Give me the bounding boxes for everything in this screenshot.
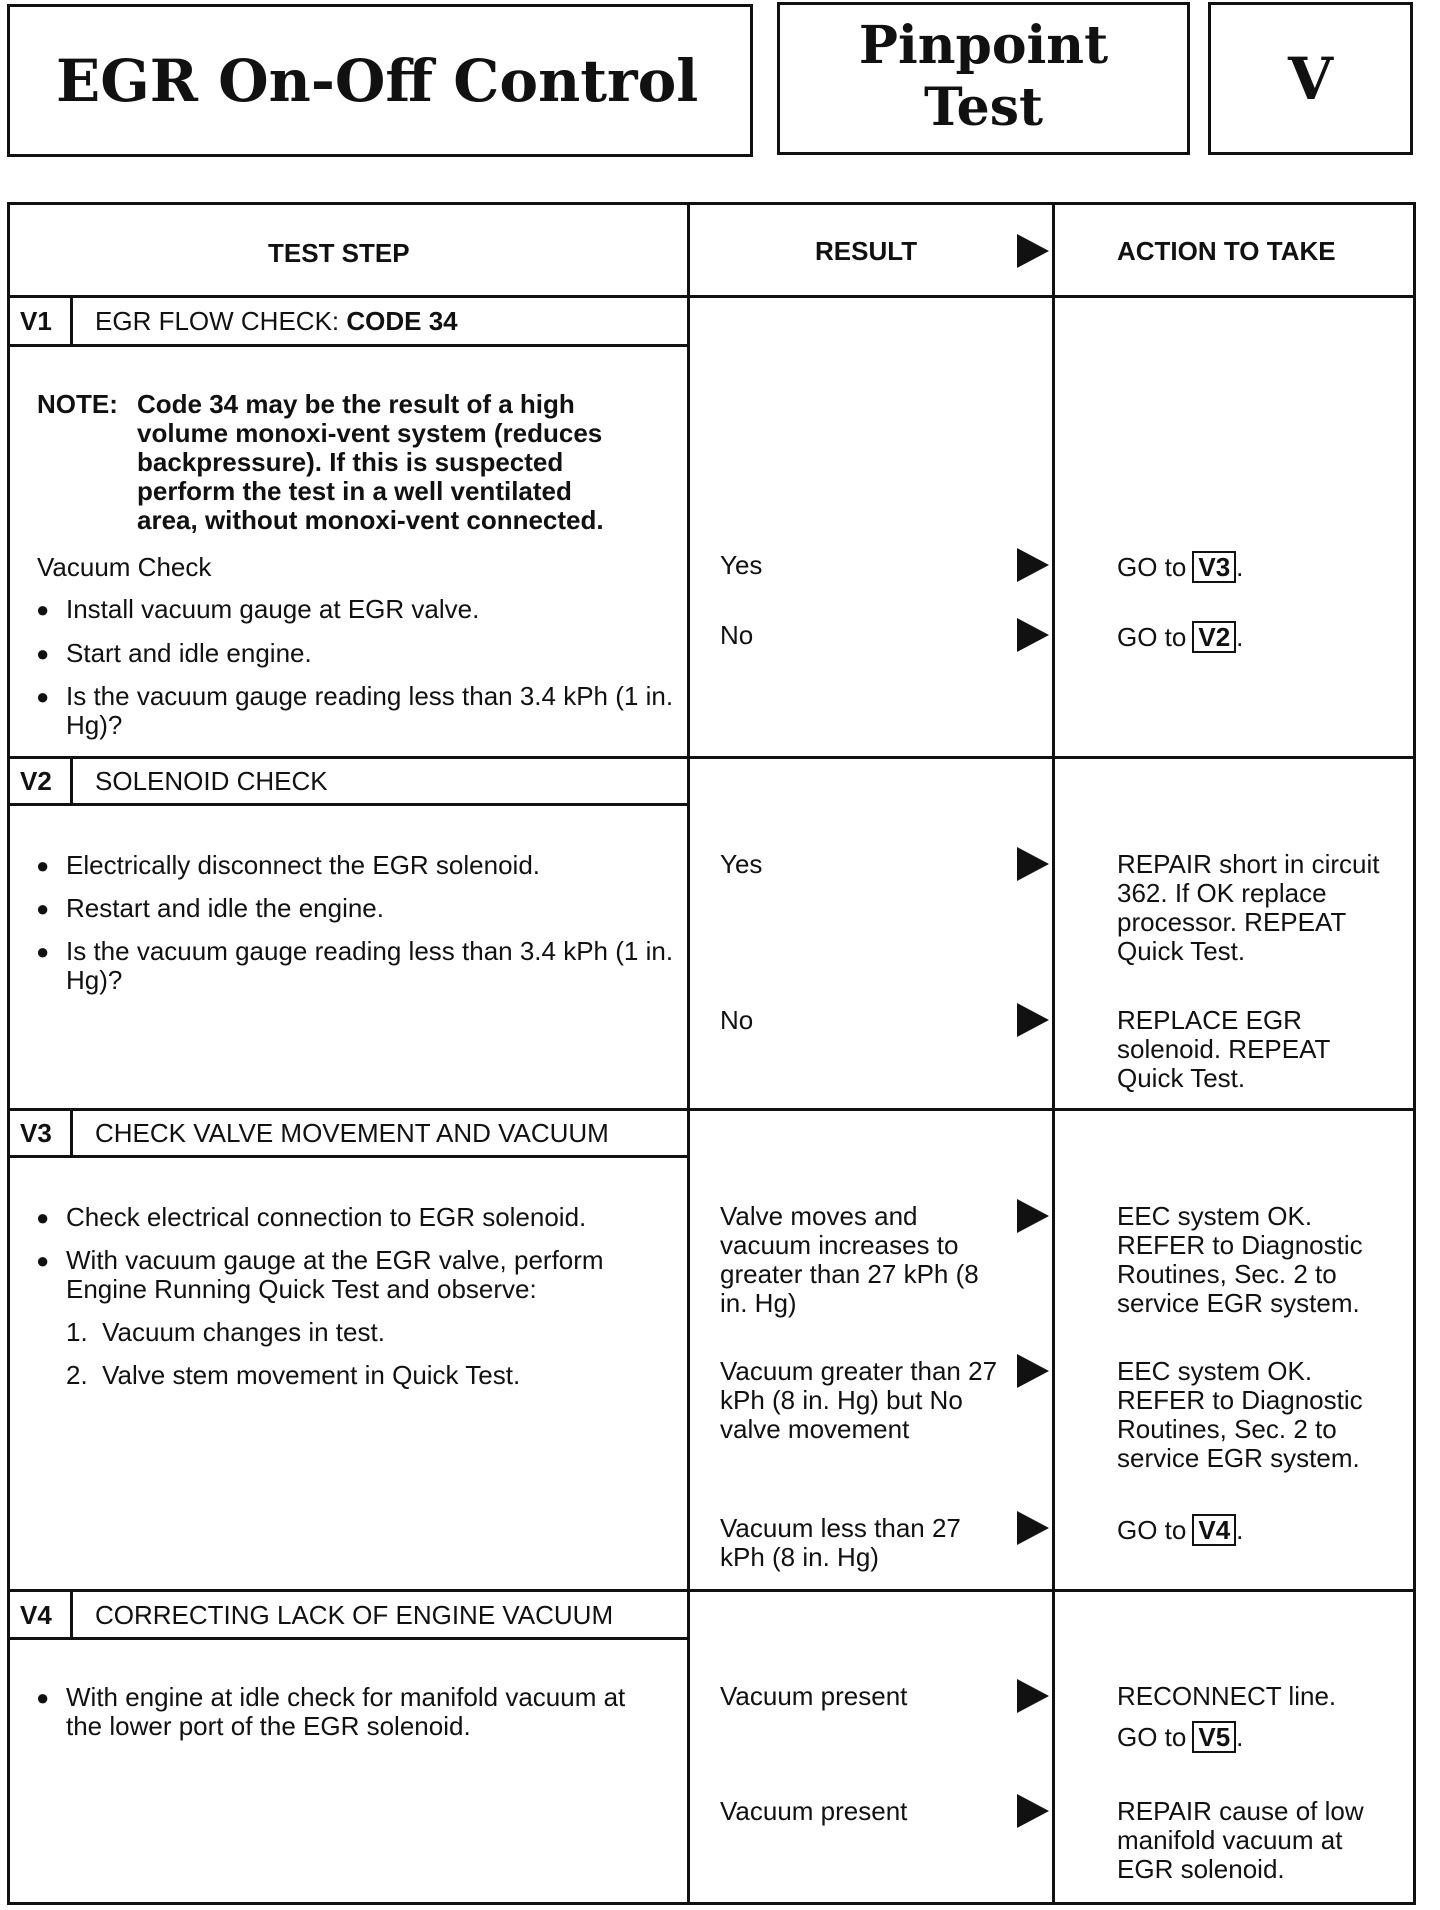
step-title-v1-text: EGR FLOW CHECK: — [95, 306, 347, 336]
v1-ref-v3: V3 — [1192, 551, 1236, 583]
v2-result-yes: Yes — [720, 849, 763, 879]
v1-note-line: volume monoxi-vent system (reduces — [137, 418, 603, 448]
v1-title-underline — [7, 344, 687, 347]
v3-bullet: ● Check electrical connection to EGR solenoid. — [66, 1203, 676, 1232]
v2-no-arrow-icon — [1017, 1003, 1049, 1037]
v4-action-1: RECONNECT line. — [1117, 1681, 1337, 1711]
v2-yes-arrow-icon — [1017, 847, 1049, 881]
step-id-v4: V4 — [20, 1600, 52, 1630]
v2-action-yes: REPAIR short in circuit 362. If OK replace processor. REPEAT Quick Test. — [1117, 849, 1380, 966]
v3-action-3-period: . — [1236, 1515, 1244, 1545]
test-letter: V — [1287, 45, 1333, 113]
v4-ref-v5: V5 — [1192, 1721, 1236, 1753]
v4-result-2: Vacuum present — [720, 1796, 908, 1826]
v1-result-yes: Yes — [720, 550, 763, 580]
v1-note-text — [137, 390, 604, 535]
v1-note-line: perform the test in a well ventilated — [137, 476, 572, 506]
v3-numbered-item: 2. Valve stem movement in Quick Test. — [66, 1360, 521, 1390]
v3-result-3-arrow-icon — [1017, 1511, 1049, 1545]
v1-ref-v2: V2 — [1192, 621, 1236, 653]
v1-row-divider — [7, 756, 1416, 759]
v1-note-label: NOTE: — [37, 389, 118, 419]
v1-yes-arrow-icon — [1017, 548, 1049, 582]
v1-id-divider — [70, 295, 73, 344]
v3-result-2-arrow-icon — [1017, 1354, 1049, 1388]
v3-action-3 — [1117, 1514, 1243, 1546]
page-title: EGR On-Off Control — [56, 47, 699, 115]
col-header-test-step: TEST STEP — [268, 238, 410, 268]
col-divider-2 — [1052, 202, 1055, 1905]
v1-bullet: ● Start and idle engine. — [66, 639, 666, 668]
step-title-v1-code: CODE 34 — [346, 306, 458, 336]
step-id-v2: V2 — [20, 766, 52, 796]
v4-action-1-goto — [1117, 1721, 1243, 1753]
v3-result-3: Vacuum less than 27 kPh (8 in. Hg) — [720, 1513, 961, 1572]
v1-result-no: No — [720, 620, 754, 650]
v3-bullet: ● With vacuum gauge at the EGR valve, perform Engine Running Quick Test and observe: — [66, 1246, 666, 1304]
col-header-action: ACTION TO TAKE — [1117, 236, 1336, 266]
v2-result-no: No — [720, 1005, 754, 1035]
v2-title-underline — [7, 803, 687, 806]
v1-subheading: Vacuum Check — [37, 552, 212, 582]
v3-result-2: Vacuum greater than 27 kPh (8 in. Hg) but No valve movement — [720, 1356, 998, 1444]
step-title-v4: CORRECTING LACK OF ENGINE VACUUM — [95, 1600, 614, 1630]
v4-action-1-period: . — [1236, 1722, 1244, 1752]
v1-action-no-period: . — [1236, 622, 1244, 652]
doc-type-line1: Pinpoint — [858, 15, 1109, 76]
v3-result-1: Valve moves and vacuum increases to greater than 27 kPh (8 in. Hg) — [720, 1201, 979, 1318]
v1-note-line: Code 34 may be the result of a high — [137, 389, 575, 419]
v4-result-1: Vacuum present — [720, 1681, 908, 1711]
v4-id-divider — [70, 1589, 73, 1637]
v1-bullet: ● Is the vacuum gauge reading less than 3.4 kPh (1 in. Hg)? — [66, 682, 676, 740]
v1-action-yes — [1117, 551, 1243, 583]
v1-bullet: ● Install vacuum gauge at EGR valve. — [66, 595, 666, 624]
v3-action-3-text: GO to — [1117, 1515, 1187, 1545]
v1-action-no-text: GO to — [1117, 622, 1187, 652]
v4-title-underline — [7, 1637, 687, 1640]
step-id-v3: V3 — [20, 1118, 52, 1148]
v3-id-divider — [70, 1108, 73, 1155]
step-id-v1: V1 — [20, 306, 52, 336]
v4-result-2-arrow-icon — [1017, 1794, 1049, 1828]
step-title-v3: CHECK VALVE MOVEMENT AND VACUUM — [95, 1118, 609, 1148]
v4-action-1-goto-text: GO to — [1117, 1722, 1187, 1752]
v4-result-1-arrow-icon — [1017, 1679, 1049, 1713]
v3-result-1-arrow-icon — [1017, 1199, 1049, 1233]
v1-action-yes-period: . — [1236, 552, 1244, 582]
v3-action-1: EEC system OK. REFER to Diagnostic Routines, Sec. 2 to service EGR system. — [1117, 1201, 1363, 1318]
v3-action-2: EEC system OK. REFER to Diagnostic Routines, Sec. 2 to service EGR system. — [1117, 1356, 1363, 1473]
v4-action-2: REPAIR cause of low manifold vacuum at EGR solenoid. — [1117, 1796, 1364, 1884]
v2-id-divider — [70, 756, 73, 803]
v4-bullet: ● With engine at idle check for manifold vacuum at the lower port of the EGR solenoid. — [66, 1683, 666, 1741]
doc-type-box — [777, 2, 1190, 155]
doc-type-line2: Test — [923, 77, 1044, 138]
header-row-divider — [7, 295, 1416, 298]
v1-no-arrow-icon — [1017, 618, 1049, 652]
v1-note-line: area, without monoxi-vent connected. — [137, 505, 604, 535]
v2-action-no: REPLACE EGR solenoid. REPEAT Quick Test. — [1117, 1005, 1330, 1093]
v1-action-yes-text: GO to — [1117, 552, 1187, 582]
v3-numbered-item: 1. Vacuum changes in test. — [66, 1317, 385, 1347]
title-box — [7, 4, 753, 157]
v3-ref-v4: V4 — [1192, 1514, 1236, 1546]
col-header-result: RESULT — [815, 236, 918, 266]
v1-note-line: backpressure). If this is suspected — [137, 447, 564, 477]
col-header-arrow-icon — [1017, 234, 1049, 268]
v3-title-underline — [7, 1155, 687, 1158]
step-title-v2: SOLENOID CHECK — [95, 766, 328, 796]
test-letter-box — [1208, 2, 1413, 155]
v2-row-divider — [7, 1108, 1416, 1111]
v2-bullet: ● Electrically disconnect the EGR solenoid. — [66, 851, 666, 880]
v3-row-divider — [7, 1589, 1416, 1592]
step-title-v1 — [95, 306, 458, 337]
v1-action-no — [1117, 621, 1243, 653]
v2-bullet: ● Is the vacuum gauge reading less than 3.4 kPh (1 in. Hg)? — [66, 937, 676, 995]
col-divider-1 — [687, 202, 690, 1905]
v2-bullet: ● Restart and idle the engine. — [66, 894, 666, 923]
